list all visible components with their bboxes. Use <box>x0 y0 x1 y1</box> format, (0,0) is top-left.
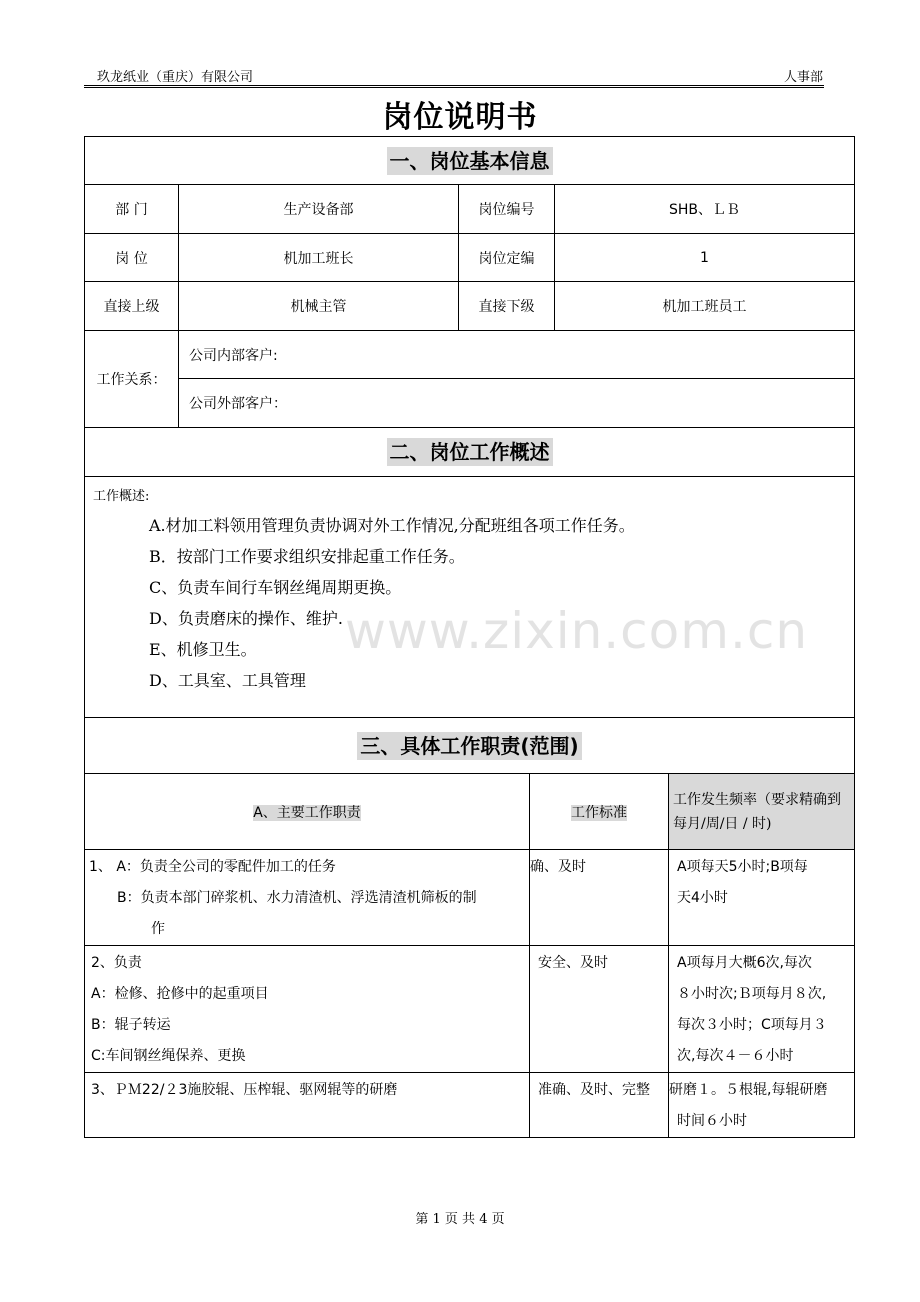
department-name: 人事部 <box>783 70 823 85</box>
duty-line: B：辊子转运 <box>91 1017 171 1033</box>
section-2-header <box>85 428 855 477</box>
duty-line: 作 <box>151 921 165 937</box>
frequency-cell <box>669 850 855 946</box>
duty-column-header <box>85 774 530 850</box>
duty-line: 2、负责 <box>91 955 142 971</box>
section-1-header <box>85 137 855 185</box>
frequency-line: ８小时次;Ｂ项每月８次, <box>677 986 827 1002</box>
frequency-line: A项每天5小时;B项每 <box>677 859 808 875</box>
summary-item: C、负责车间行车钢丝绳周期更换。 <box>149 578 402 597</box>
frequency-cell <box>669 946 855 1073</box>
frequency-line: 每次３小时；C项每月３ <box>677 1017 827 1033</box>
standard-cell <box>530 850 669 946</box>
duty-line: 1、 A：负责全公司的零配件加工的任务 <box>89 859 336 875</box>
table-row <box>85 1073 530 1138</box>
dept-value: 生产设备部 <box>179 185 459 234</box>
basic-info-table <box>84 136 855 774</box>
summary-item: D、负责磨床的操作、维护. <box>149 609 343 628</box>
section-2-title: 二、岗位工作概述 <box>387 438 553 466</box>
duty-header-text: A、主要工作职责 <box>253 804 361 821</box>
supervisor-value: 机械主管 <box>179 282 459 331</box>
standard-text: 安全、及时 <box>538 955 608 971</box>
frequency-line: 研磨１。５根辊,每辊研磨 <box>669 1082 828 1098</box>
table-row <box>85 946 530 1073</box>
external-clients: 公司外部客户： <box>179 379 855 428</box>
header-divider <box>84 85 824 86</box>
frequency-line: 时间６小时 <box>677 1113 747 1129</box>
frequency-cell <box>669 1073 855 1138</box>
frequency-line: 次,每次４－６小时 <box>677 1048 794 1064</box>
page-footer: 第 1 页 共 4 页 <box>415 1212 505 1227</box>
summary-item: D、工具室、工具管理 <box>149 671 306 690</box>
frequency-column-header: 工作发生频率（要求精确到每月/周/日 / 时) <box>669 774 855 850</box>
internal-clients: 公司内部客户: <box>179 331 855 379</box>
header-divider-secondary <box>84 87 824 88</box>
supervisor-label: 直接上级 <box>85 282 179 331</box>
summary-item: A.材加工料领用管理负责协调对外工作情况,分配班组各项工作任务。 <box>149 516 635 535</box>
position-label: 岗 位 <box>85 234 179 282</box>
position-code-value: SHB、ＬＢ <box>555 185 855 234</box>
work-relations-label: 工作关系： <box>85 331 179 428</box>
headcount-value: 1 <box>555 234 855 282</box>
work-summary <box>85 477 855 718</box>
standard-text: 准确、及时、完整 <box>538 1082 650 1098</box>
frequency-line: 天4小时 <box>677 890 728 906</box>
section-3-title: 三、具体工作职责(范围) <box>357 732 581 760</box>
dept-label: 部 门 <box>85 185 179 234</box>
table-row <box>85 850 530 946</box>
standard-cell <box>530 1073 669 1138</box>
headcount-label: 岗位定编 <box>459 234 555 282</box>
subordinate-label: 直接下级 <box>459 282 555 331</box>
standard-header-text: 工作标准 <box>571 804 627 821</box>
work-summary-label: 工作概述: <box>93 489 150 504</box>
watermark: www.zixin.com.cn <box>345 602 809 660</box>
standard-text: 确、及时 <box>530 859 586 875</box>
standard-cell <box>530 946 669 1073</box>
duty-line: A：检修、抢修中的起重项目 <box>91 986 269 1002</box>
duty-line: C:车间钢丝绳保养、更换 <box>91 1048 246 1064</box>
position-code-label: 岗位编号 <box>459 185 555 234</box>
duty-line: B：负责本部门碎浆机、水力清渣机、浮选清渣机筛板的制 <box>117 890 477 906</box>
summary-item: E、机修卫生。 <box>149 640 257 659</box>
frequency-line: A项每月大概6次,每次 <box>677 955 812 971</box>
duty-line: 3、ＰＭ22/２3施胶辊、压榨辊、驱网辊等的研磨 <box>91 1082 398 1098</box>
section-1-title: 一、岗位基本信息 <box>387 147 553 175</box>
subordinate-value: 机加工班员工 <box>555 282 855 331</box>
document-title: 岗位说明书 <box>382 100 538 135</box>
position-value: 机加工班长 <box>179 234 459 282</box>
company-name: 玖龙纸业（重庆）有限公司 <box>97 70 254 85</box>
section-3-header <box>85 718 855 774</box>
standard-column-header <box>530 774 669 850</box>
summary-item: B．按部门工作要求组织安排起重工作任务。 <box>149 547 465 566</box>
duties-table <box>84 773 855 1138</box>
